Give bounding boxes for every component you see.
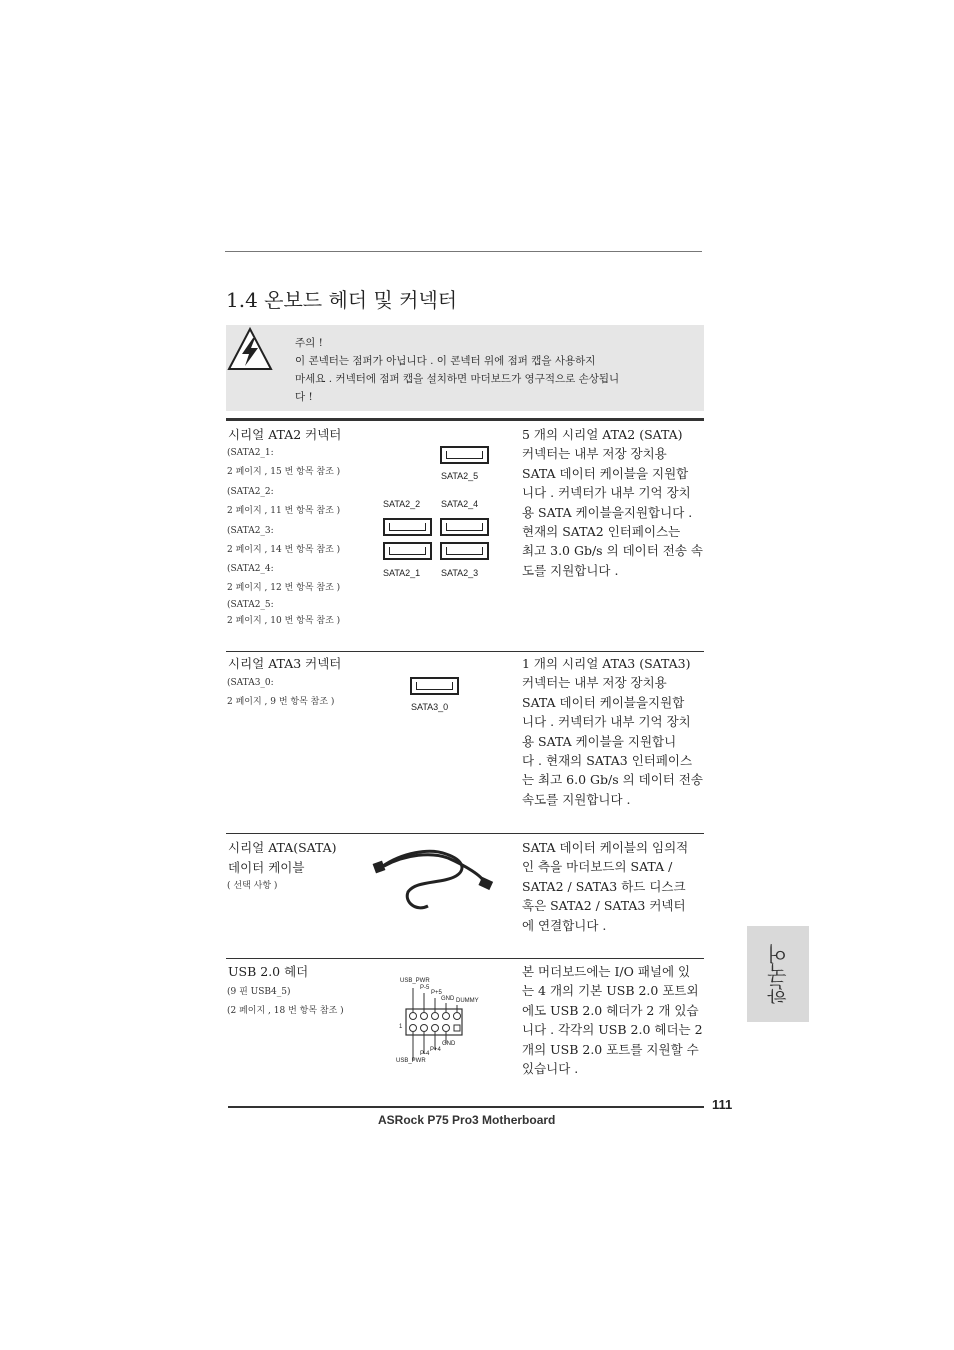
section-rule-sata2 <box>226 418 704 421</box>
caution-text <box>295 334 675 406</box>
language-tab-label: 한국어 <box>766 944 791 1004</box>
sata2-ref-line: 2 페이지 , 15 번 항목 참조 ) <box>227 467 341 478</box>
cable-title-line: 시리얼 ATA(SATA) <box>228 840 337 855</box>
section-rule-cable <box>226 833 704 834</box>
caution-line: 이 콘넥터는 점퍼가 아닙니다 . 이 콘넥터 위에 점퍼 캡을 사용하지 <box>295 355 596 367</box>
section-rule-usb <box>226 958 704 959</box>
sata3-desc-line: 커넥터는 내부 저장 장치용 <box>522 675 667 691</box>
sata2-refs <box>227 444 340 629</box>
usb-desc-line: 니다 . 각각의 USB 2.0 헤더는 2 <box>522 1022 703 1038</box>
warning-icon <box>227 326 273 372</box>
sata2-5-port <box>440 446 489 464</box>
sata2-desc-line: 커넥터는 내부 저장 장치용 <box>522 446 667 462</box>
usb-p-minus5-label: P-5 <box>420 985 430 991</box>
cable-optional: ( 선택 사항 ) <box>227 881 278 891</box>
usb-title: USB 2.0 헤더 <box>228 964 309 979</box>
usb-desc-line: 개의 USB 2.0 포트를 지원할 수 <box>522 1041 699 1057</box>
sata2-2-label: SATA2_2 <box>383 499 421 509</box>
usb-desc-line: 본 머더보드에는 I/O 패널에 있 <box>522 964 691 979</box>
sata2-ref-line: (SATA2_5: <box>227 599 274 610</box>
cable-desc-line: 에 연결합니다 . <box>522 917 607 933</box>
usb-desc-line: 있습니다 . <box>522 1061 579 1077</box>
usb-description <box>522 962 706 1078</box>
sata2-ref-line: (SATA2_4: <box>227 564 274 575</box>
caution-heading: 주의 ! <box>295 337 323 349</box>
usb-header-diagram <box>396 976 496 1068</box>
sata2-5-label: SATA2_5 <box>441 471 479 481</box>
sata2-ref-line: 2 페이지 , 10 번 항목 참조 ) <box>227 615 341 626</box>
usb-desc-line: 에도 USB 2.0 헤더가 2 개 있습 <box>522 1002 699 1018</box>
usb-pwr-top-label: USB_PWR <box>400 978 430 984</box>
sata2-ref-line: 2 페이지 , 12 번 항목 참조 ) <box>227 582 341 593</box>
sata3-desc-line: SATA 데이터 케이블을지원합 <box>522 694 685 710</box>
usb-ref-line: (9 핀 USB4_5) <box>227 987 291 997</box>
cable-desc-line: 인 측을 마더보드의 SATA / <box>522 859 673 875</box>
footer-text: ASRock P75 Pro3 Motherboard <box>378 1113 556 1127</box>
caution-line: 마세요 . 커넥터에 점퍼 캡을 설치하면 마더보드가 영구적으로 손상됩니 <box>295 373 620 385</box>
sata2-ref-line: (SATA2_3: <box>227 525 274 536</box>
usb-desc-line: 는 4 개의 기본 USB 2.0 포트외 <box>522 983 699 999</box>
sata2-4-port <box>440 518 489 536</box>
cable-description <box>522 838 706 935</box>
section-title: 1.4 온보드 헤더 및 커넥터 <box>226 288 458 312</box>
page-number: 111 <box>712 1097 733 1112</box>
sata2-desc-line: 용 SATA 케이블을지원합니다 . <box>522 504 693 520</box>
usb-p-plus4-label: P+4 <box>430 1047 441 1053</box>
sata2-desc-line: 최고 3.0 Gb/s 의 데이터 전송 속 <box>522 543 704 559</box>
cable-desc-line: 혹은 SATA2 / SATA3 커넥터 <box>522 898 686 914</box>
sata2-3-port <box>440 542 489 560</box>
sata2-1-label: SATA2_1 <box>383 568 421 578</box>
usb-p-plus5-label: P+5 <box>431 990 442 996</box>
sata3-desc-line: 는 최고 6.0 Gb/s 의 데이터 전송 <box>522 772 704 788</box>
sata3-ref-line: (SATA3_0: <box>227 678 274 688</box>
sata3-description <box>522 654 706 809</box>
usb-header-lines <box>396 976 496 1068</box>
section-rule-sata3 <box>226 651 704 652</box>
usb-gnd-top-label: GND <box>441 996 455 1002</box>
usb-ref-line: (2 페이지 , 18 번 항목 참조 ) <box>227 1006 344 1017</box>
usb-refs <box>227 983 344 1022</box>
sata3-desc-line: 니다 . 커넥터가 내부 기억 장치 <box>522 714 691 730</box>
cable-title-line: 데이터 케이블 <box>228 860 305 875</box>
sata2-ref-line: (SATA2_1: <box>227 448 274 458</box>
caution-line: 다 ! <box>295 391 313 403</box>
sata-cable-illustration <box>372 846 496 914</box>
sata3-desc-line: 1 개의 시리얼 ATA3 (SATA3) <box>522 656 691 671</box>
usb-dummy-label: DUMMY <box>456 998 479 1004</box>
sata2-2-port <box>383 518 432 536</box>
sata2-4-label: SATA2_4 <box>441 499 479 509</box>
sata2-title: 시리얼 ATA2 커넥터 <box>228 427 342 442</box>
sata3-0-port <box>410 677 459 695</box>
usb-pwr-bottom-label: USB_PWR <box>396 1058 426 1064</box>
header-rule <box>225 251 702 252</box>
sata3-desc-line: 다 . 현재의 SATA3 인터페이스 <box>522 753 693 769</box>
sata3-title: 시리얼 ATA3 커넥터 <box>228 656 342 671</box>
sata2-3-label: SATA2_3 <box>441 568 479 578</box>
sata2-1-port <box>383 542 432 560</box>
cable-title <box>228 838 337 878</box>
sata2-desc-line: SATA 데이터 케이블을 지원합 <box>522 465 689 481</box>
sata2-desc-line: 니다 . 커넥터가 내부 기억 장치 <box>522 485 691 501</box>
usb-gnd-bottom-label: GND <box>442 1041 456 1047</box>
sata2-ref-line: 2 페이지 , 11 번 항목 참조 ) <box>227 506 341 517</box>
sata3-refs <box>227 674 334 713</box>
sata2-ref-line: 2 페이지 , 14 번 항목 참조 ) <box>227 545 341 556</box>
sata3-desc-line: 속도를 지원합니다 . <box>522 791 631 807</box>
usb-p-minus4-label: P-4 <box>420 1051 430 1057</box>
sata3-ref-line: 2 페이지 , 9 번 항목 참조 ) <box>227 697 335 708</box>
sata2-ref-line: (SATA2_2: <box>227 486 274 497</box>
sata2-description <box>522 425 706 580</box>
sata3-desc-line: 용 SATA 케이블을 지원합니 <box>522 733 677 749</box>
usb-pin1-label: 1 <box>399 1024 403 1030</box>
cable-desc-line: SATA 데이터 케이블의 임의적 <box>522 840 689 855</box>
sata2-desc-line: 5 개의 시리얼 ATA2 (SATA) <box>522 427 683 442</box>
sata3-0-label: SATA3_0 <box>411 702 449 712</box>
sata2-desc-line: 현재의 SATA2 인터페이스는 <box>522 524 681 540</box>
sata2-desc-line: 도를 지원합니다 . <box>522 562 619 578</box>
cable-desc-line: SATA2 / SATA3 하드 디스크 <box>522 878 686 894</box>
footer-rule <box>228 1106 704 1108</box>
